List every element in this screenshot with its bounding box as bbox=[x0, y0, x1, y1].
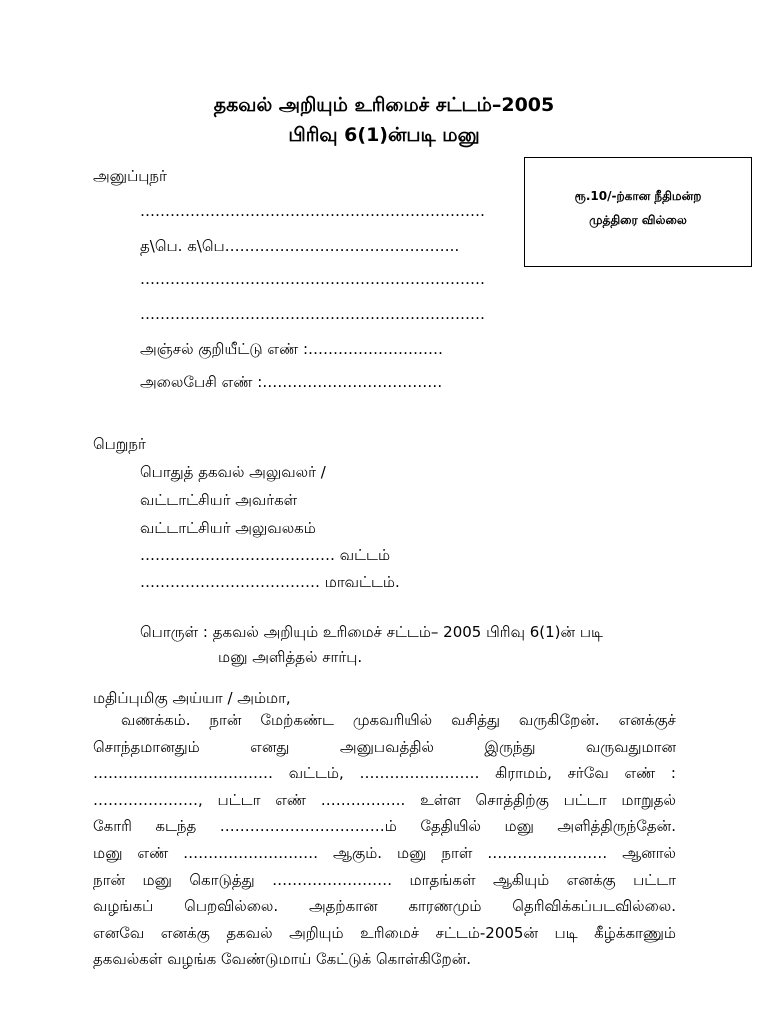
sender-line: …………………………………………………………… bbox=[140, 305, 485, 323]
sender-line: …………………………………………………………… bbox=[140, 202, 485, 220]
document-subtitle: பிரிவு 6(1)ன்படி மனு bbox=[288, 124, 480, 146]
body-line: சொந்தமானதும் எனது அனுபவத்தில் இருந்து வருவதுமான bbox=[93, 737, 676, 756]
body-line: …………………, பட்டா எண் …………….. உள்ள சொத்திற்கு பட்டா மாறுதல் bbox=[93, 790, 676, 809]
recipient-line: வட்டாட்சியர் அவர்கள் bbox=[140, 491, 298, 509]
stamp-box-line2: முத்திரை வில்லை bbox=[589, 213, 687, 227]
stamp-box-line1: ரூ.10/-ற்கான நீதிமன்ற bbox=[574, 189, 702, 203]
sender-line: த\பெ. க\பெ……………………………………….. bbox=[140, 237, 460, 255]
recipient-line: வட்டாட்சியர் அலுவலகம் bbox=[140, 519, 316, 537]
recipient-line: ………………………………… வட்டம் bbox=[140, 546, 391, 564]
body-line: நான் மனு கொடுத்து …………………… மாதங்கள் ஆகியும் எனக்கு பட்டா bbox=[93, 870, 676, 889]
recipient-heading: பெறுநர் bbox=[93, 435, 146, 453]
body-line: எனவே எனக்கு தகவல் அறியும் உரிமைச் சட்டம்-2005ன் படி கீழ்க்காணும் bbox=[93, 923, 676, 942]
sender-line: …………………………………………………………… bbox=[140, 270, 485, 288]
sender-mobile-number: அலைபேசி எண் :……………………………… bbox=[140, 373, 443, 391]
document-title: தகவல் அறியும் உரிமைச் சட்டம்–2005 bbox=[213, 94, 555, 116]
body-line: வணக்கம். நான் மேற்கண்ட முகவரியில் வசித்து வருகிறேன். எனக்குச் bbox=[121, 711, 676, 729]
subject-line: பொருள் : தகவல் அறியும் உரிமைச் சட்டம்– 2005 பிரிவு 6(1)ன் படி bbox=[140, 623, 603, 641]
body-line: தகவல்கள் வழங்க வேண்டுமாய் கேட்டுக் கொள்கிறேன். bbox=[93, 950, 472, 969]
recipient-line: பொதுத் தகவல் அலுவலர் / bbox=[140, 463, 326, 481]
sender-postal-code: அஞ்சல் குறியீட்டு எண் :……………………… bbox=[140, 340, 444, 358]
sender-heading: அனுப்புநர் bbox=[93, 167, 167, 185]
court-stamp-box bbox=[524, 157, 752, 267]
body-line: கோரி கடந்த ……………………………ம் தேதியில் மனு அளித்திருந்தேன். bbox=[93, 817, 676, 836]
subject-line: மனு அளித்தல் சார்பு. bbox=[218, 648, 363, 666]
body-paragraph bbox=[93, 707, 676, 973]
body-line: ……………………………… வட்டம், …………………… கிராமம், சர்வே எண் : bbox=[93, 764, 676, 783]
recipient-line: ……………………………… மாவட்டம். bbox=[140, 573, 400, 591]
body-line: மனு எண் ……………………… ஆகும். மனு நாள் …………………… ஆனால் bbox=[93, 843, 676, 862]
body-line: வழங்கப் பெறவில்லை. அதற்கான காரணமும் தெரிவிக்கப்படவில்லை. bbox=[93, 897, 676, 916]
salutation: மதிப்புமிகு அய்யா / அம்மா, bbox=[93, 689, 291, 707]
